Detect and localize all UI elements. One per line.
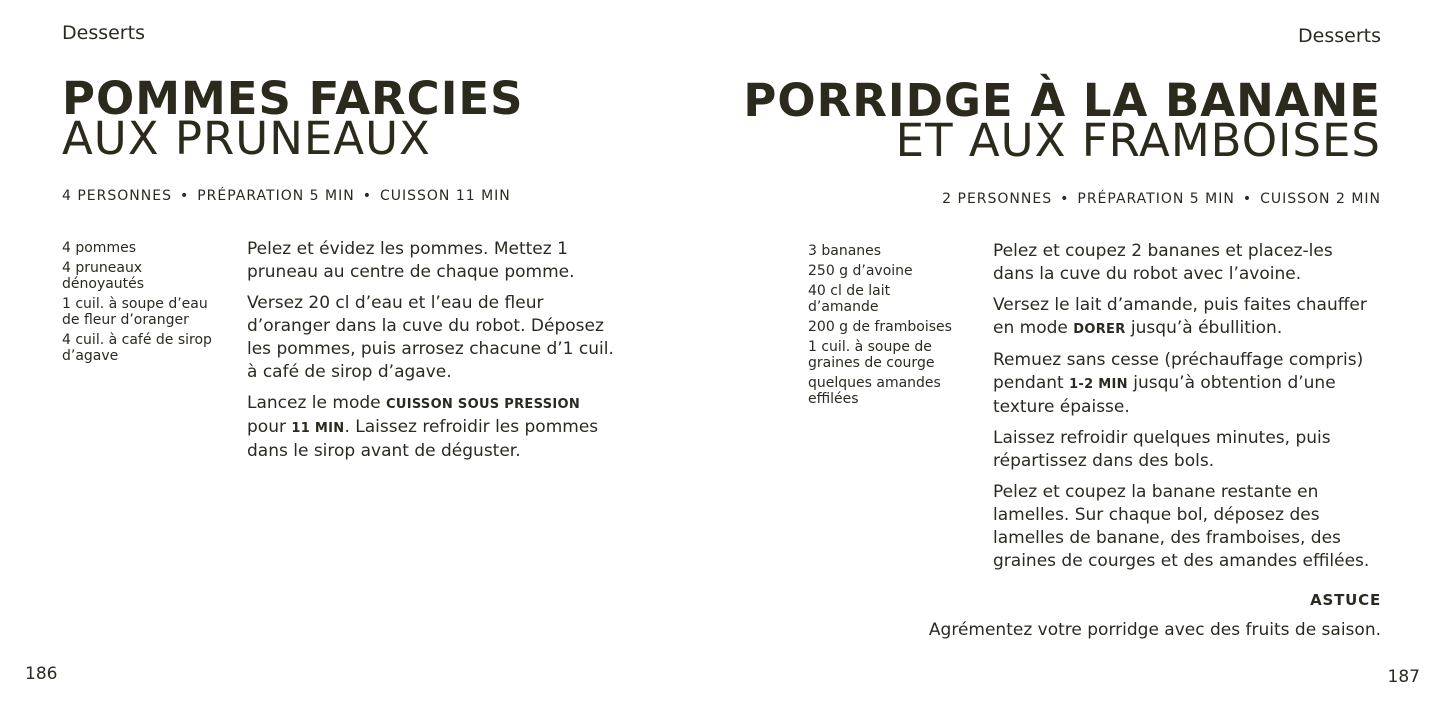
meta-separator: • [179, 188, 190, 204]
step-paragraph [247, 392, 617, 463]
meta-separator: • [1060, 191, 1070, 207]
meta-separator: • [362, 188, 372, 204]
mode-name: DORER [1073, 322, 1126, 337]
section-label: Desserts [1298, 25, 1381, 47]
ingredient-item: 1 cuil. à soupe d’eau de fleur d’oranger [62, 296, 208, 328]
ingredient-item: 4 pommes [62, 240, 136, 256]
recipe-title-line1: PORRIDGE À LA BANANE [743, 74, 1381, 127]
tip-title: ASTUCE [1310, 591, 1381, 609]
step-paragraph [993, 294, 1373, 341]
step-text: jusqu’à obtention d’une texture épaisse. [993, 373, 1336, 417]
ingredients-list [62, 240, 222, 368]
recipe-steps [247, 238, 617, 471]
step-paragraph: Pelez et coupez 2 bananes et placez-les dans la cuve du robot avec l’avoine. [993, 241, 1333, 284]
meta-separator: • [1242, 191, 1253, 207]
step-text: Lancez le mode [247, 393, 386, 413]
ingredient-item: 200 g de framboises [808, 319, 952, 335]
ingredient-item: 4 pruneaux dénoyautés [62, 260, 145, 292]
ingredient-item: 1 cuil. à soupe de graines de courge [808, 339, 935, 371]
ingredient-item: 250 g d’avoine [808, 263, 913, 279]
ingredient-item: quelques amandes effilées [808, 375, 941, 407]
page-number: 187 [1387, 667, 1420, 687]
step-text: pour [247, 417, 292, 437]
servings: 4 PERSONNES [62, 188, 172, 204]
step-text: . Laissez refroidir les pommes dans le sirop avant de déguster. [247, 417, 599, 461]
page-number: 186 [25, 664, 58, 684]
right-page [723, 0, 1445, 722]
cooking-time: CUISSON 11 MIN [379, 188, 511, 204]
preparation-time: PRÉPARATION 5 MIN [197, 188, 355, 204]
step-paragraph: Pelez et évidez les pommes. Mettez 1 pruneau au centre de chaque pomme. [247, 239, 575, 282]
preparation-time: PRÉPARATION 5 MIN [1077, 191, 1235, 207]
section-label: Desserts [62, 22, 145, 44]
recipe-title-line1: POMMES FARCIES [62, 72, 524, 125]
step-paragraph [993, 349, 1373, 419]
left-page [0, 0, 722, 722]
step-paragraph: Pelez et coupez la banane restante en lamelles. Sur chaque bol, déposez des lamelles de banane, des framboises, des graines de courges et des amandes effilées. [993, 482, 1370, 571]
ingredient-item: 40 cl de lait d’amande [808, 283, 891, 315]
ingredient-item: 3 bananes [808, 243, 882, 259]
ingredients-list [808, 243, 963, 411]
cooking-duration: 1-2 MIN [1069, 377, 1128, 392]
mode-name: CUISSON SOUS PRESSION [386, 397, 581, 412]
recipe-meta [942, 191, 1381, 207]
step-text: Versez le lait d’amande, puis faites chauffer en mode [993, 295, 1367, 338]
ingredient-item: 4 cuil. à café de sirop d’agave [62, 332, 212, 364]
step-paragraph: Laissez refroidir quelques minutes, puis répartissez dans des bols. [993, 428, 1331, 471]
step-text: jusqu’à ébullition. [1125, 318, 1283, 338]
recipe-steps [993, 240, 1373, 581]
servings: 2 PERSONNES [942, 191, 1053, 207]
recipe-title-line2: ET AUX FRAMBOISES [895, 114, 1381, 167]
recipe-meta [62, 188, 511, 204]
recipe-title-line2: AUX PRUNEAUX [62, 112, 431, 165]
step-text: Remuez sans cesse (préchauffage compris) pendant [993, 350, 1364, 393]
tip-text: Agrémentez votre porridge avec des fruits de saison. [928, 620, 1381, 640]
step-paragraph: Versez 20 cl d’eau et l’eau de fleur d’oranger dans la cuve du robot. Déposez les pommes, puis arrosez chacune d’1 cuil. à café de sirop d’agave. [247, 293, 614, 382]
cooking-duration: 11 MIN [291, 421, 345, 436]
cooking-time: CUISSON 2 MIN [1260, 191, 1381, 207]
